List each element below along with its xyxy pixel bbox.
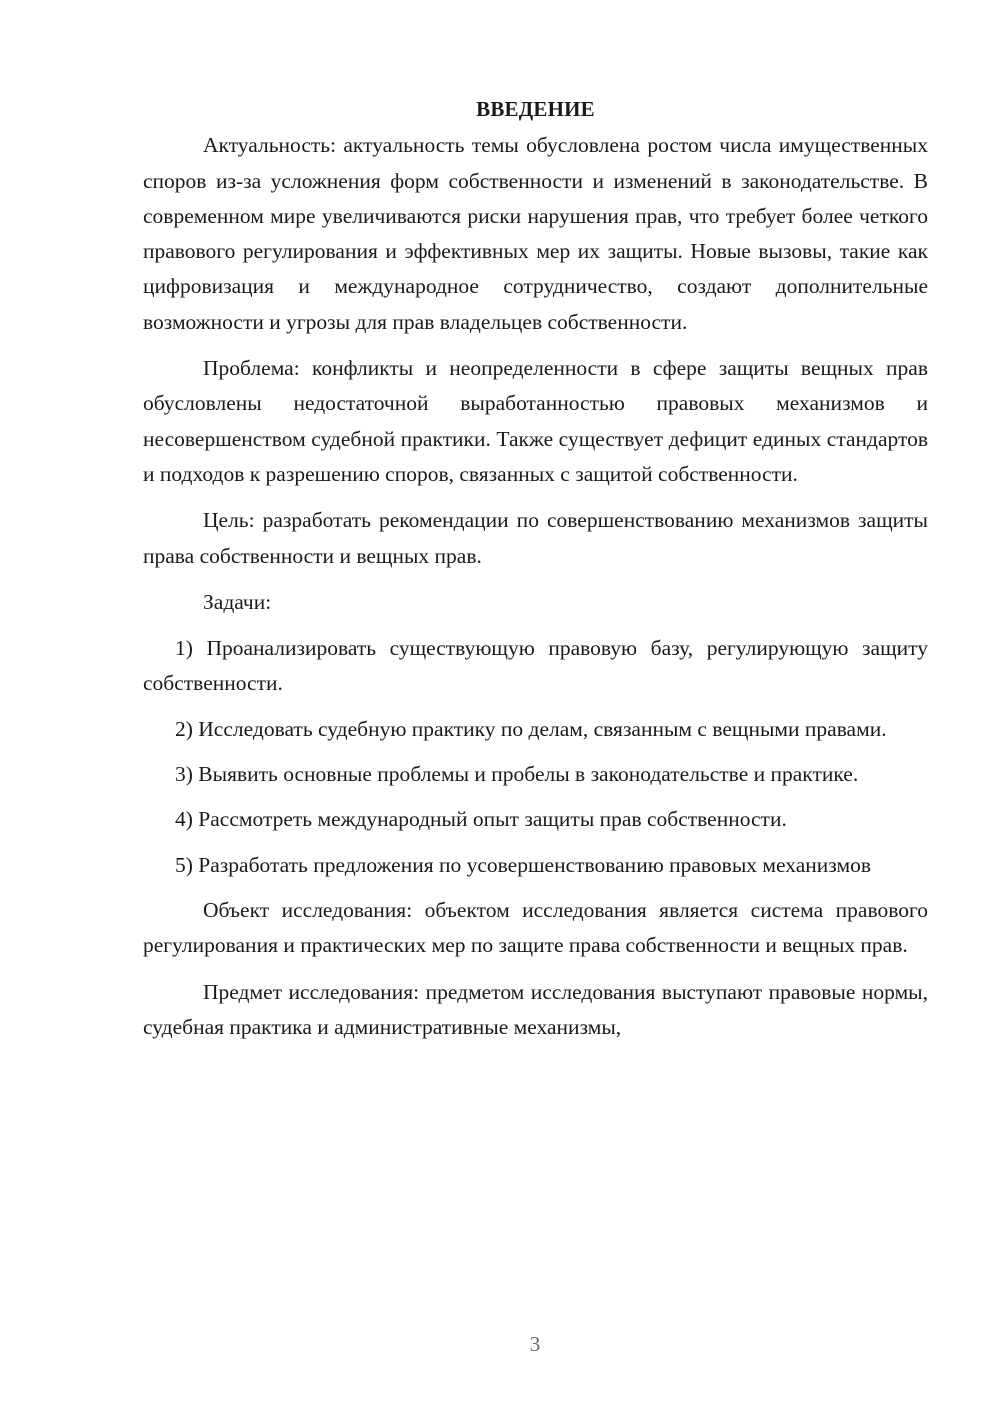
task-item: 4) Рассмотреть международный опыт защиты прав собственности. [175,807,787,832]
relevance-paragraph: Актуальность: актуальность темы обусловлена ростом числа имущественных споров из-за усложнения форм собственности и изменений в законодательстве. В современном мире увеличиваются риски нарушения прав, что требует более четкого правового регулирования и эффективных мер их защиты. Новые вызовы, такие как цифровизация и международное сотрудничество, создают дополнительные возможности и угрозы для прав владельцев собственности. [143,133,928,334]
document-body [143,92,928,1056]
object-paragraph: Объект исследования: объектом исследования является система правового регулирования и практических мер по защите права собственности и вещных прав. [143,897,928,958]
tasks-label: Задачи: [203,589,272,614]
task-item: 3) Выявить основные проблемы и пробелы в законодательстве и практике. [175,762,859,787]
task-item: 5) Разработать предложения по усовершенствованию правовых механизмов [175,852,871,877]
task-item: 2) Исследовать судебную практику по делам, связанным с вещными правами. [175,716,887,741]
goal-paragraph: Цель: разработать рекомендации по совершенствованию механизмов защиты права собственности и вещных прав. [143,508,928,568]
problem-paragraph: Проблема: конфликты и неопределенности в сфере защиты вещных прав обусловлены недостаточной выработанностью правовых механизмов и несовершенством судебной практики. Также существует дефицит единых стандартов и подходов к разрешению споров, связанных с защитой собственности. [143,356,928,486]
task-item: 1) Проанализировать существующую правовую базу, регулирующую защиту собственности. [143,636,928,696]
page-title: ВВЕДЕНИЕ [476,97,595,121]
subject-paragraph: Предмет исследования: предметом исследования выступают правовые нормы, судебная практика и административные механизмы, [143,979,928,1039]
page-number: 3 [529,1332,541,1356]
